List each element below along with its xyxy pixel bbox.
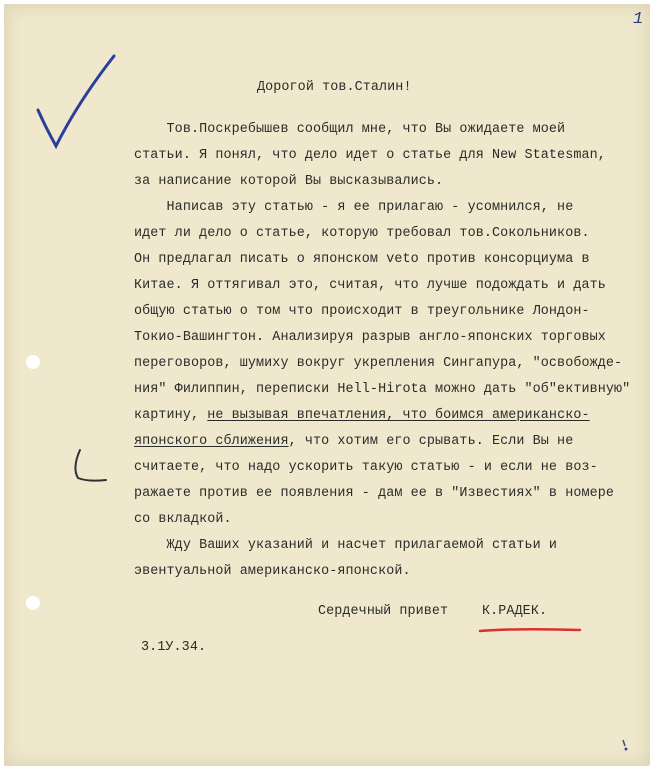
underlined-phrase: не вызывая впечатления, что боимся американско- [207,408,590,423]
underlined-phrase: японского сближения [134,434,289,449]
punch-hole [26,355,40,369]
text-line: Токио-Вашингтон. Анализируя разрыв англо-японских торговых [134,330,606,345]
text-line: Он предлагал писать о японском veto против консорциума в [134,252,590,267]
text-line: переговоров, шумиху вокруг укрепления Сингапура, "освобожде- [134,356,623,371]
text-line: эвентуальной американско-японской. [134,564,411,579]
punch-hole [26,596,40,610]
text-line: за написание которой Вы высказывались. [134,174,444,189]
page-number: 1 [633,10,644,29]
signature: К.РАДЕК. [482,604,548,619]
letter-date: 3.1У.34. [141,640,207,655]
closing-salutation: Сердечный привет [318,604,449,619]
red-pencil-underline [478,627,582,635]
text-line: Написав эту статью - я ее прилагаю - усомнился, не [134,200,574,215]
text-segment: , что хотим его срывать. Если Вы не [288,434,574,449]
text-line [134,434,573,449]
text-line: общую статью о том что происходит в треугольнике Лондон- [134,304,590,319]
blue-check-mark-icon [26,52,118,150]
text-segment: картину, [134,408,208,423]
text-line: Китае. Я оттягивал это, считая, что лучше подождать и дать [134,278,606,293]
text-line: статьи. Я понял, что дело идет о статье для New Statesman, [134,148,606,163]
pencil-bracket-mark-icon [68,448,108,484]
text-line [134,408,590,423]
text-line: считаете, что надо ускорить такую статью - и если не воз- [134,460,598,475]
text-line: ния" Филиппин, переписки Hell-Hirota можно дать "об"ективную" [134,382,631,397]
pencil-dot-icon [620,738,632,752]
text-line: Тов.Поскребышев сообщил мне, что Вы ожидаете моей [134,122,566,137]
text-line: Жду Ваших указаний и насчет прилагаемой статьи и [134,538,558,553]
text-line: идет ли дело о статье, которую требовал тов.Сокольников. [134,226,590,241]
text-line: со вкладкой. [134,512,232,527]
text-line: ражаете против ее появления - дам ее в "Известиях" в номере [134,486,615,501]
letter-greeting: Дорогой тов.Сталин! [257,80,412,95]
